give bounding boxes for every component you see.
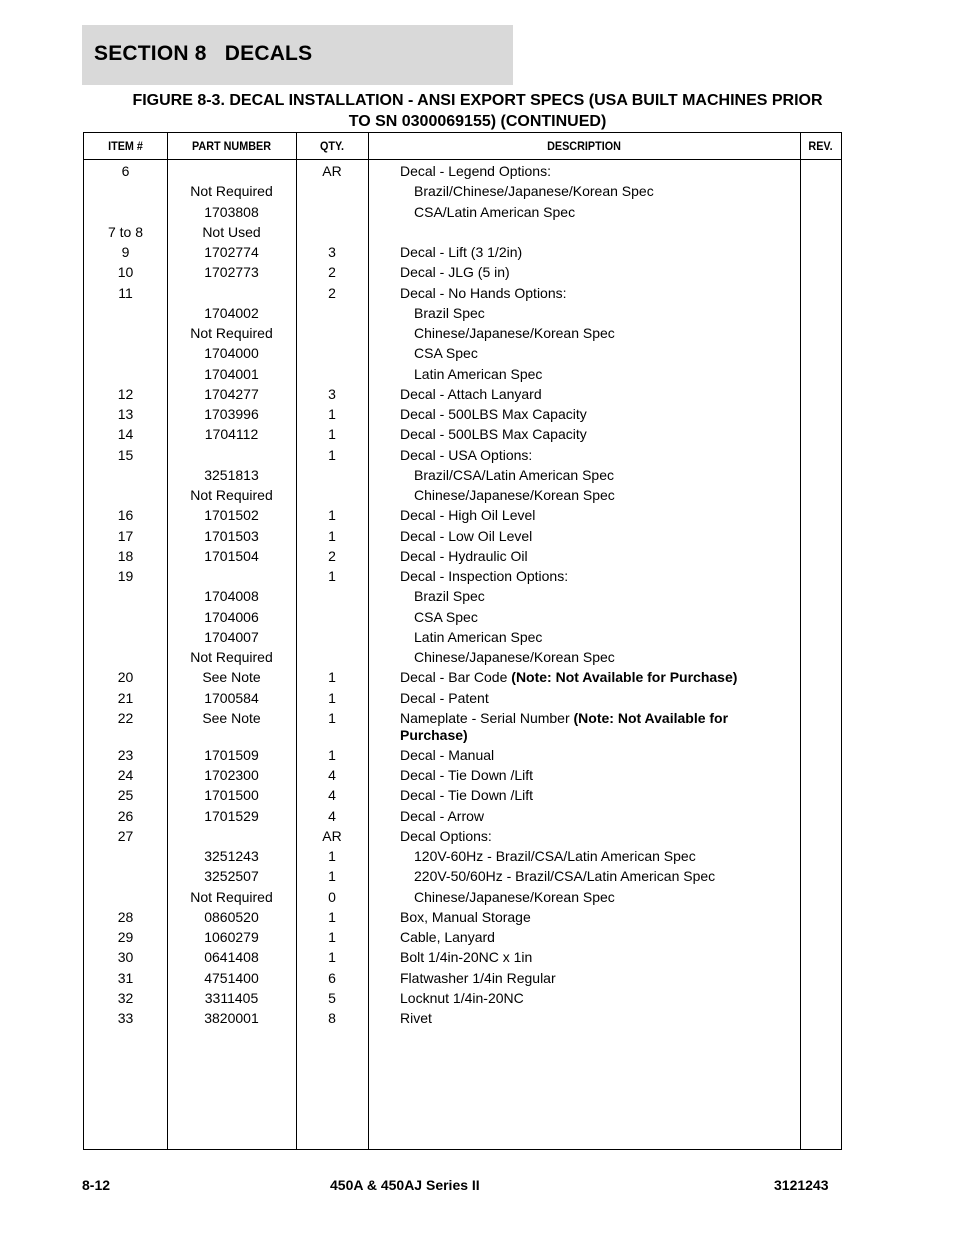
part-number: Not Required — [190, 888, 273, 905]
item-number: 13 — [117, 406, 134, 422]
part-number: 1702773 — [204, 264, 259, 281]
description-text: Decal - Patent — [400, 689, 489, 706]
quantity: 4 — [328, 767, 336, 784]
description-text: Latin American Spec — [414, 628, 543, 645]
quantity: 1 — [328, 868, 336, 885]
part-number: 1704002 — [204, 304, 259, 321]
description — [400, 386, 745, 403]
quantity: 1 — [328, 426, 336, 443]
description-text: Chinese/Japanese/Korean Spec — [414, 649, 615, 665]
description — [400, 163, 745, 180]
quantity: AR — [322, 163, 342, 179]
table-row — [84, 690, 841, 710]
quantity: 3 — [328, 385, 336, 402]
part-number: 1704000 — [204, 345, 259, 362]
part-number: 1701509 — [204, 746, 259, 763]
part-number: 3252507 — [204, 868, 259, 885]
item-number: 23 — [117, 746, 134, 763]
item-number: 18 — [117, 547, 134, 564]
item-number: 6 — [121, 163, 130, 179]
item-number: 16 — [117, 507, 134, 524]
description-text: Locknut 1/4in-20NC — [400, 989, 524, 1006]
description — [400, 970, 745, 987]
part-number: 1704001 — [204, 365, 259, 382]
table-row — [84, 244, 841, 264]
description — [400, 568, 745, 585]
header-item: ITEM # — [108, 139, 143, 153]
description — [414, 366, 759, 383]
part-number: 3820001 — [204, 1010, 259, 1027]
description-text: Chinese/Japanese/Korean Spec — [414, 888, 615, 905]
table-row — [84, 787, 841, 807]
quantity: 2 — [328, 264, 336, 281]
description — [400, 949, 745, 966]
part-number: 3251243 — [204, 848, 259, 865]
quantity: 1 — [328, 689, 336, 706]
item-number: 15 — [117, 446, 134, 463]
description — [400, 528, 745, 545]
table-row — [84, 588, 841, 608]
table-row — [84, 848, 841, 868]
table-row — [84, 204, 841, 224]
description-text: Decal - 500LBS Max Capacity — [400, 406, 587, 422]
quantity: 1 — [328, 709, 336, 726]
description-text: Rivet — [400, 1010, 432, 1027]
item-number: 28 — [117, 908, 134, 925]
part-number: 4751400 — [204, 969, 259, 986]
item-number: 17 — [117, 527, 134, 544]
table-row — [84, 889, 841, 909]
item-number: 27 — [117, 827, 134, 844]
description — [400, 808, 745, 825]
table-row — [84, 609, 841, 629]
description — [400, 1010, 745, 1027]
table-row — [84, 386, 841, 406]
description — [400, 690, 745, 707]
table-row — [84, 224, 841, 244]
part-number: 1060279 — [204, 929, 259, 946]
description-text: 120V-60Hz - Brazil/CSA/Latin American Spec — [414, 848, 696, 865]
quantity: 1 — [328, 669, 336, 686]
part-number: 1704277 — [204, 385, 259, 402]
description-text: Decal - Attach Lanyard — [400, 385, 542, 402]
part-number: Not Required — [190, 183, 273, 200]
description — [400, 767, 745, 784]
part-number: Not Required — [190, 649, 273, 665]
quantity: 1 — [328, 848, 336, 865]
description — [400, 747, 745, 764]
header-rev: REV. — [808, 139, 833, 153]
part-number: 1701500 — [204, 787, 259, 804]
header-divider — [84, 159, 841, 160]
table-row — [84, 568, 841, 588]
table-row — [84, 406, 841, 426]
part-number: 1701503 — [204, 527, 259, 544]
figure-title-line-2: TO SN 0300069155) (CONTINUED) — [348, 113, 607, 130]
part-number: 1704112 — [204, 426, 259, 443]
quantity: 1 — [328, 446, 336, 463]
description-text: Box, Manual Storage — [400, 908, 531, 925]
quantity: 1 — [328, 949, 336, 966]
table-row — [84, 305, 841, 325]
part-number: 1704008 — [204, 588, 259, 605]
part-number: 0641408 — [204, 949, 259, 966]
description-text: Decal - Hydraulic Oil — [400, 547, 528, 564]
quantity: 1 — [328, 568, 336, 584]
description — [400, 507, 745, 524]
description — [400, 285, 745, 302]
description-text: Latin American Spec — [414, 365, 543, 382]
description-note: (Note: Not Available for Purchase) — [400, 709, 729, 743]
part-number: 1703996 — [204, 406, 259, 422]
table-row — [84, 649, 841, 669]
description — [400, 548, 745, 565]
part-number: 1702774 — [204, 244, 259, 260]
model-name: 450A & 450AJ Series II — [330, 1177, 480, 1193]
quantity: 1 — [328, 406, 336, 422]
description-text: Cable, Lanyard — [400, 929, 495, 946]
description-text: Decal - Bar Code — [400, 669, 512, 686]
description — [414, 609, 759, 626]
table-row — [84, 629, 841, 649]
description-text: Brazil Spec — [414, 588, 485, 605]
quantity: 2 — [328, 547, 336, 564]
description-text: Chinese/Japanese/Korean Spec — [414, 325, 615, 341]
quantity: 4 — [328, 787, 336, 804]
description — [400, 669, 745, 686]
table-row — [84, 507, 841, 527]
description — [414, 305, 759, 322]
description-text: Decal - Tie Down /Lift — [400, 767, 534, 784]
quantity: 0 — [328, 888, 336, 905]
description-text: Decal - USA Options: — [400, 446, 533, 463]
part-number: 3251813 — [204, 466, 259, 483]
description-note: (Note: Not Available for Purchase) — [511, 669, 738, 686]
table-row — [84, 1010, 841, 1030]
quantity: 1 — [328, 908, 336, 925]
item-number: 9 — [121, 244, 130, 260]
item-number: 32 — [117, 989, 134, 1006]
description-text: Decal - Legend Options: — [400, 163, 551, 179]
description — [400, 828, 745, 845]
table-row — [84, 767, 841, 787]
parts-table — [83, 132, 842, 1150]
part-number: See Note — [202, 709, 261, 726]
table-row — [84, 929, 841, 949]
description — [400, 990, 745, 1007]
part-number: 3311405 — [204, 989, 259, 1006]
description-text: Decal Options: — [400, 827, 492, 844]
part-number: Not Used — [202, 223, 261, 240]
table-row — [84, 528, 841, 548]
header-qty: QTY. — [319, 139, 344, 153]
part-number: 1704007 — [204, 628, 259, 645]
description-text: Decal - Arrow — [400, 807, 485, 824]
item-number: 14 — [117, 426, 134, 443]
part-number: See Note — [202, 669, 261, 686]
part-number: 1702300 — [204, 767, 259, 784]
part-number: 1700584 — [204, 689, 259, 706]
description — [400, 406, 745, 423]
description — [400, 909, 745, 926]
section-title: SECTION 8 DECALS — [94, 42, 313, 65]
table-row — [84, 909, 841, 929]
item-number: 22 — [117, 709, 134, 726]
item-number: 29 — [117, 929, 134, 946]
table-row — [84, 183, 841, 203]
description — [414, 345, 759, 362]
item-number: 21 — [117, 689, 134, 706]
quantity: 3 — [328, 244, 336, 260]
description-text: Decal - Low Oil Level — [400, 527, 533, 544]
item-number: 19 — [117, 568, 134, 584]
description — [414, 204, 759, 221]
table-row — [84, 487, 841, 507]
part-number: 1701529 — [204, 807, 259, 824]
table-row — [84, 163, 841, 183]
description — [400, 426, 745, 443]
item-number: 11 — [118, 284, 133, 301]
part-number: 1704006 — [204, 608, 259, 625]
table-row — [84, 467, 841, 487]
part-number: Not Required — [190, 487, 273, 503]
description — [414, 649, 759, 666]
description-text: 220V-50/60Hz - Brazil/CSA/Latin American Spec — [414, 868, 716, 885]
page-number: 8-12 — [82, 1177, 111, 1193]
description-text: Decal - Inspection Options: — [400, 568, 569, 584]
quantity: 1 — [328, 527, 336, 544]
description — [414, 487, 759, 504]
description — [400, 447, 745, 464]
description-text: Decal - JLG (5 in) — [400, 264, 510, 281]
item-number: 20 — [117, 669, 134, 686]
table-row — [84, 264, 841, 284]
item-number: 10 — [117, 264, 134, 281]
description — [414, 868, 759, 885]
table-row — [84, 808, 841, 828]
table-row — [84, 447, 841, 467]
description-text: Brazil Spec — [414, 304, 485, 321]
description — [400, 929, 745, 946]
part-number: 1703808 — [204, 203, 259, 220]
item-number: 31 — [117, 969, 134, 986]
quantity: AR — [322, 827, 342, 844]
description-text: Decal - Manual — [400, 746, 495, 763]
item-number: 24 — [117, 767, 134, 784]
description — [414, 467, 759, 484]
quantity: 5 — [328, 989, 336, 1006]
description — [400, 787, 745, 804]
description-text: Bolt 1/4in-20NC x 1in — [400, 949, 533, 966]
description — [414, 889, 759, 906]
table-row — [84, 325, 841, 345]
figure-title — [82, 90, 873, 132]
table-row — [84, 426, 841, 446]
quantity: 1 — [328, 507, 336, 524]
part-number: 0860520 — [204, 908, 259, 925]
quantity: 6 — [328, 969, 336, 986]
part-number: 1701502 — [204, 507, 259, 524]
table-row — [84, 366, 841, 386]
description — [414, 325, 759, 342]
description-text: CSA Spec — [414, 345, 478, 362]
description-text: Brazil/Chinese/Japanese/Korean Spec — [414, 183, 654, 200]
quantity: 1 — [328, 746, 336, 763]
description-text: CSA/Latin American Spec — [414, 203, 576, 220]
description — [414, 629, 759, 646]
quantity: 8 — [328, 1010, 336, 1027]
description-text: Decal - High Oil Level — [400, 507, 536, 524]
document-number: 3121243 — [774, 1177, 829, 1193]
table-row — [84, 709, 841, 743]
table-row — [84, 285, 841, 305]
table-row — [84, 548, 841, 568]
description-text: Flatwasher 1/4in Regular — [400, 969, 556, 986]
description — [400, 264, 745, 281]
item-number: 33 — [117, 1010, 134, 1027]
part-number: Not Required — [190, 325, 273, 341]
description — [414, 848, 759, 865]
table-row — [84, 669, 841, 689]
item-number: 7 to 8 — [107, 223, 144, 240]
table-row — [84, 747, 841, 767]
table-row — [84, 868, 841, 888]
description-text: Chinese/Japanese/Korean Spec — [414, 487, 615, 503]
quantity: 2 — [328, 284, 336, 301]
description-text: CSA Spec — [414, 608, 478, 625]
table-row — [84, 345, 841, 365]
table-row — [84, 990, 841, 1010]
table-row — [84, 828, 841, 848]
part-number: 1701504 — [204, 547, 259, 564]
table-row — [84, 949, 841, 969]
item-number: 26 — [117, 807, 134, 824]
description-text: Decal - No Hands Options: — [400, 284, 567, 301]
item-number: 25 — [117, 787, 134, 804]
description — [414, 588, 759, 605]
quantity: 4 — [328, 807, 336, 824]
item-number: 30 — [117, 949, 134, 966]
header-description: DESCRIPTION — [547, 139, 621, 153]
table-row — [84, 970, 841, 990]
description-text: Nameplate - Serial Number — [400, 709, 574, 726]
header-part-number: PART NUMBER — [191, 139, 272, 153]
description — [414, 183, 759, 200]
description-text: Decal - 500LBS Max Capacity — [400, 426, 587, 443]
description-text: Decal - Lift (3 1/2in) — [400, 244, 523, 260]
description-text: Decal - Tie Down /Lift — [400, 787, 534, 804]
figure-title-line-1: FIGURE 8-3. DECAL INSTALLATION - ANSI EXPORT SPECS (USA BUILT MACHINES PRIOR — [132, 92, 823, 109]
description-text: Brazil/CSA/Latin American Spec — [414, 466, 614, 483]
item-number: 12 — [117, 385, 134, 402]
quantity: 1 — [328, 929, 336, 946]
description — [400, 244, 745, 261]
description — [400, 710, 745, 744]
